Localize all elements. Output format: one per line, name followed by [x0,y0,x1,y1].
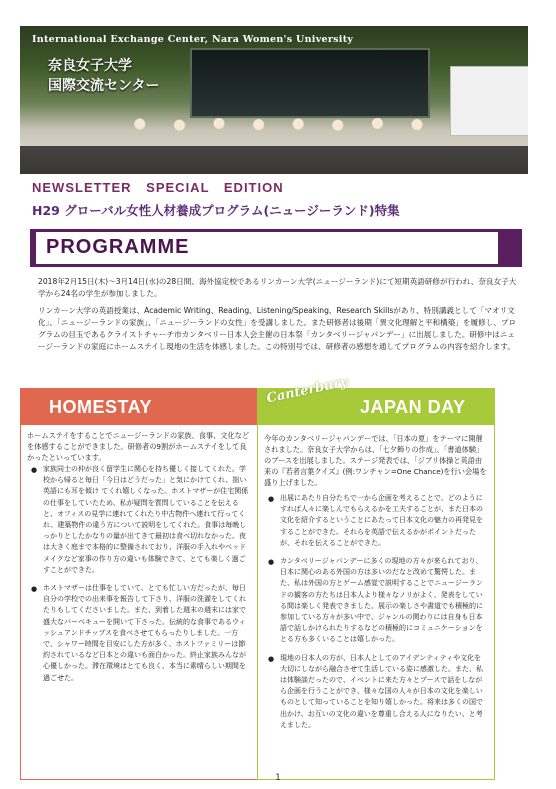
truck-background [450,66,528,136]
bullet-text: 現地の日本人の方が、日本人としてのアイデンティティや文化を大切にしながら融合させて生活している姿に感激した。また、私は体験談だったので、イベントに来た方々とブースで話をしながら企画を行うことができ、様々な国の人々が日本の文化を楽しいものとして知っていることを知り嬉しかった。将来は多くの国で出かけ、お互いの文化の違いを尊重し合える人になりたい、と考えました。 [280,653,483,729]
programme-paragraph-1: 2018年2月15日(木)～3月14日(水)の28日間、海外協定校であるリンカーン大学(ニュージーランド)にて短期英語研修が行われ、奈良女子大学から24名の学生が参加しました。 [38,277,517,298]
header-title [48,56,159,96]
header-title-line1: 奈良女子大学 [48,58,132,74]
bullet-icon: ● [268,495,275,503]
japanday-header [258,374,494,425]
programme-paragraph-2: リンカーン大学の英語授業は、Academic Writing、Reading、Listening/Speaking、Research Skillsがあり、特別講義として「マオリ文化」、「ニュージーランドの家族」、「ニュージーランドの女性」を受講しました。また研修者は後期「異文化理解と平和構築」を履修し、プログラムの目玉であるクライストチャーチ市カンタベリー日本人会主催の日本祭「カンタベリージャパンデー」に出展しました。研修中はニュージーランドの家庭にホームステイし現地の生活を体感しました。この特別号では、研修者の感想を通してプログラムの内容を紹介します。 [38,306,517,351]
programme-intro [38,276,518,353]
homestay-lead: ホームステイをすることでニュージーランドの家族、食事、文化などを体感することができました。研修者の9割がホームステイをして良かったといっています。 [27,431,250,462]
list-item [264,493,488,549]
bullet-icon: ● [268,558,275,567]
bullet-text: 出展にあたり自分たちで一から企画を考えることで、どのようにすれば人々に楽しんでもらえるかを工夫することが、また日本の文化を紹介するということにあたって日本文化の魅力の再発見をすることができた。それらを英語で伝えるかがポイントだったが、それを伝えることができた。 [280,494,483,547]
page-subtitle: H29 グローバル女性人材養成プログラム(ニュージーランド)特集 [32,203,400,218]
homestay-section [20,388,258,780]
homestay-bullets [27,464,251,691]
programme-banner [30,229,522,267]
page-number: 1 [275,773,281,783]
center-name: International Exchange Center, Nara Women's University [32,34,354,45]
bullet-text: 家族同士の仲が良く留学生に関心を持ち優しく接してくれた。学校から帰ると毎日「今日はどうだった」と気にかけてくれ、拙い英語にも耳を傾け てくれ嬉しくなった。ホストマザーが住宅関係の仕事をしていたため、私が疑問を質問していることを伝えると、オフィスの見学に連れてくれたり中古物件へ連れて行ってくれ、建築物件の違う方について説明をしてくれた。食事は毎晩しっかりとしたかなりの量が出てきて最初は食べ切れなかった。夜は大きく庭まで本格的に整備されており、洋服の手入れやベッドメイクなど家事の作り方の違いも体験できて、とても楽しく過ごすことができた。 [43,465,249,574]
header-title-line2: 国際交流センター [48,78,160,94]
bullet-icon: ● [31,585,38,594]
dancers-group [120,118,450,148]
programme-label: PROGRAMME [46,236,190,258]
audience-silhouettes [20,146,528,174]
japanday-label: JAPAN DAY [360,397,466,417]
japanday-section [257,374,495,780]
list-item [264,556,488,646]
stage-background [190,48,430,118]
programme-banner-inner [36,232,522,264]
programme-banner-tab [498,229,522,267]
japanday-lead: 今年のカンタベリージャパンデーでは、「日本の夏」をテーマに開催されました。奈良女子大学からは、「七夕飾りの作成」、「書道体験」のブースを出展しました。ステージ発表では、「ジブリ体操と英語由来の『若者言葉クイズ』(例:ワンチャン=One Chance)を行い会場を盛り上げました。 [264,434,487,487]
list-item [27,464,251,576]
newsletter-label: NEWSLETTER SPECIAL EDITION [32,180,284,195]
homestay-header: HOMESTAY [21,389,257,425]
bullet-icon: ● [31,466,38,474]
japanday-bullets [264,493,488,738]
list-item [27,583,251,684]
bullet-text: カンタベリージャパンデーに多くの現地の方々が来られており、日本に関心のある外国の方は多いのだなと改めて驚愕した。また、私は外国の方とゲーム感覚で説明することでニュージーランドの観客の方たちは日本人より様々なノリがよく、発表をしている間は楽しく発表できました。展示の楽しさや書道でも積極的に参加している方々が多い中で、ジャンルの関わりには自身も日本語で話しかけられたりするなどの積極的にコミュニケーションをとる方も多くいることは嬉しかった。 [280,557,483,644]
list-item [264,653,488,731]
canterbury-script-label: Canterbury [265,374,349,407]
bullet-icon: ● [268,654,275,663]
bullet-text: ホストマザーは仕事をしていて、とても忙しい方だったが、毎日自分の学校での出来事を報告して下さり、洋服の洗濯をしてくれたりもしてくださいました。また、到着した週末の週末には家で盛大なバーベキューを開いて下さった。伝統的な食事であるウィッシュアンドチップスを食べさせてもらったりしました。一方で、シャワー時間を目安にした方が多く、ホストファミリーは節約されているなど日本との違いも面白かった。終止家族みんなが心優しかった。滞在環境はとても良く、本当に素晴らしい期間を過ごせた。 [43,584,246,682]
header-photo [20,26,528,174]
